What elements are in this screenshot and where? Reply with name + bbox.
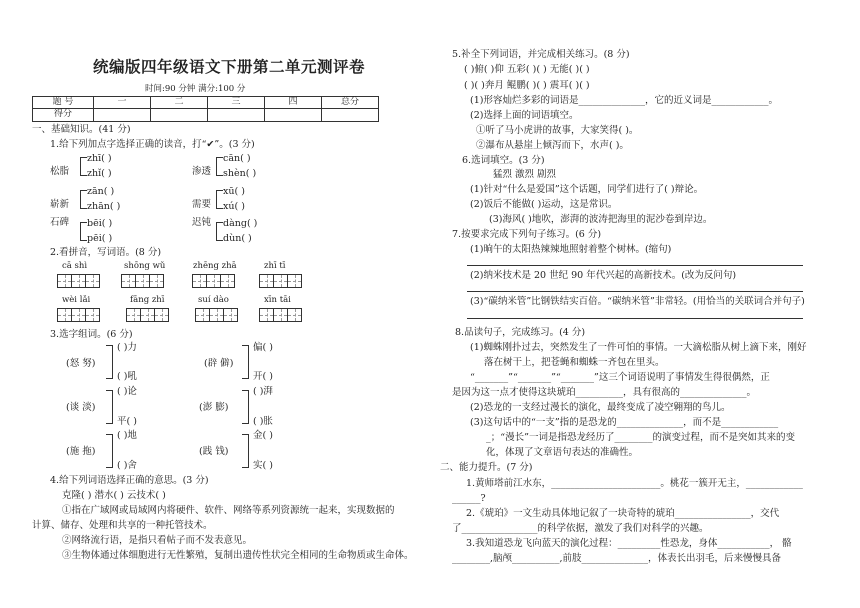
word-blank[interactable]: ( )力 [117, 342, 137, 353]
brace [80, 190, 87, 209]
question-3: 3.选字组词。(6 分) [50, 329, 133, 340]
brace [242, 434, 249, 468]
writing-grid[interactable] [192, 274, 234, 288]
q4-words[interactable]: 克隆( ) 潜水( ) 云技术( ) [62, 490, 166, 501]
pinyin-option[interactable]: bēi( ) [87, 218, 113, 229]
writing-grid[interactable] [126, 308, 168, 322]
question-1: 1.给下列加点字选择正确的读音，打“✔”。(3 分) [50, 139, 255, 150]
question-5: 5.补全下列词语，并完成相关练习。(8 分) [452, 49, 630, 60]
writing-grid[interactable] [57, 274, 99, 288]
q5-b1[interactable]: ①听了马小虎讲的故事，大家笑得( )。 [476, 125, 639, 136]
p1a[interactable]: 1.黄师塔前江水东，_______________________。桃花一簇开无主，____________ [466, 478, 803, 489]
q5-b2[interactable]: ②瀑布从悬崖上倾泻而下，水声( )。 [476, 140, 629, 151]
brace [106, 345, 113, 379]
q4-option-1-cont: 计算、储存、处理和共享的一种托管技术。 [32, 520, 213, 531]
q8-1c[interactable]: “_______”“_______”“_______”这三个词语说明了事情发生得很偶然，正 [470, 372, 770, 383]
brace [80, 157, 87, 176]
page-title: 统编版四年级语文下册第二单元测评卷 [93, 57, 366, 76]
pinyin-option[interactable]: dùn( ) [223, 233, 252, 244]
q6-1[interactable]: (1)针对“什么是爱国”这个话题，同学们进行了( )辩论。 [470, 184, 704, 195]
pinyin-option[interactable]: pēi( ) [87, 233, 113, 244]
brace [242, 390, 249, 424]
word-blank[interactable]: ( )胀 [253, 416, 273, 427]
question-8: 8.品读句子，完成练习。(4 分) [455, 327, 586, 338]
question-4: 4.给下列词语选择正确的意思。(3 分) [50, 475, 209, 486]
p3a[interactable]: 3.我知道恐龙飞向蓝天的演化过程：_________性恐龙，身体___________， 骼 [466, 538, 792, 549]
brace [80, 222, 87, 241]
score-header-4: 四 [265, 97, 322, 109]
q6-words: 猛烈 激烈 剧烈 [493, 169, 557, 180]
score-header-label: 题 号 [33, 97, 94, 109]
section-1-heading: 一、基础知识。(41 分) [32, 124, 131, 135]
p1b[interactable]: ______? [452, 493, 486, 504]
pinyin-option[interactable]: shèn( ) [223, 168, 257, 179]
char-pair: (施 拖) [66, 446, 96, 457]
p3b[interactable]: ________,脑颅__________,前肢______________，体表长出羽毛，后来慢慢具备 [452, 553, 782, 564]
word-blank[interactable]: ( )论 [117, 386, 137, 397]
score-header-total: 总分 [322, 97, 379, 109]
writing-grid[interactable] [195, 308, 237, 322]
answer-line[interactable] [467, 318, 803, 319]
word-blank[interactable]: ( )舍 [117, 460, 137, 471]
pinyin-label: shōng wǔ [124, 261, 166, 271]
p2a[interactable]: 2.《琥珀》一文生动具体地记叙了一块奇特的琥珀________________，交代 [466, 508, 780, 519]
q8-1a: (1)蜘蛛刚扑过去，突然发生了一件可怕的事情。一大滴松脂从树上滴下来，刚好 [470, 342, 807, 353]
word-songzhi: 松脂 [50, 166, 70, 177]
word-blank[interactable]: 偏( ) [253, 342, 273, 353]
score-header-3: 三 [208, 97, 265, 109]
question-7: 7.按要求完成下列句子练习。(6 分) [452, 229, 602, 240]
writing-grid[interactable] [57, 308, 99, 322]
word-xuyao: 需要 [192, 199, 212, 210]
q8-1b: 落在树干上，把苍蝇和蜘蛛一齐包在里头。 [484, 357, 665, 368]
q4-option-3: ③生物体通过体细胞进行无性繁殖，复制出遗传性状完全相同的生命物质或生命体。 [62, 550, 414, 561]
score-cell[interactable] [322, 109, 379, 121]
word-blank[interactable]: 金( ) [253, 430, 273, 441]
q7-1: (1)晌午的太阳热辣辣地照射着整个树林。(缩句) [470, 244, 672, 255]
q6-3[interactable]: (3)海风( )地吹，澎湃的波涛把海里的泥沙卷到岸边。 [489, 214, 713, 225]
word-blank[interactable]: ( )地 [117, 430, 137, 441]
word-zanxin: 崭新 [50, 199, 70, 210]
pinyin-label: zhēng zhā [193, 261, 237, 271]
pinyin-option[interactable]: xú( ) [223, 201, 245, 212]
brace [242, 345, 249, 379]
pinyin-label: fāng zhī [130, 295, 165, 305]
word-blank[interactable]: ( )湃 [253, 386, 273, 397]
word-blank[interactable]: 开( ) [253, 371, 273, 382]
score-table [32, 96, 379, 122]
pinyin-label: xīn tāi [264, 295, 291, 305]
pinyin-label: zhī tī [264, 261, 286, 271]
score-cell[interactable] [208, 109, 265, 121]
answer-line[interactable] [467, 291, 803, 292]
writing-grid[interactable] [259, 274, 301, 288]
pinyin-option[interactable]: dàng( ) [223, 218, 258, 229]
char-pair: (践 钱) [199, 446, 229, 457]
q8-3b[interactable]: _；“漫长”一词是指恐龙经历了________的演变过程，而不是突如其来的变 [486, 432, 795, 443]
pinyin-option[interactable]: zhī( ) [87, 153, 112, 164]
q4-option-2: ②网络流行语，是指只看帖子而不发表意见。 [62, 535, 253, 546]
pinyin-option[interactable]: zhān( ) [87, 201, 121, 212]
pinyin-label: cā shì [62, 261, 88, 271]
score-cell[interactable] [265, 109, 322, 121]
q7-3: (3)“碳纳米管”比钢铁结实百倍。“碳纳米管”非常轻。(用恰当的关联词合并句子) [470, 296, 805, 307]
q5-b: (2)选择上面的词语填空。 [470, 110, 579, 121]
word-shentou: 渗透 [192, 166, 212, 177]
brace [106, 434, 113, 468]
char-pair: (谈 淡) [66, 402, 96, 413]
exam-time-score: 时间:90 分钟 满分:100 分 [145, 84, 246, 94]
brace [216, 222, 223, 241]
p2b[interactable]: 了________________的科学依据，激发了我们对科学的兴趣。 [452, 523, 709, 534]
brace [216, 190, 223, 209]
word-blank[interactable]: 实( ) [253, 460, 273, 471]
pinyin-option[interactable]: zhǐ( ) [87, 168, 112, 179]
score-cell[interactable] [94, 109, 151, 121]
word-blank[interactable]: ( )吼 [117, 371, 137, 382]
question-6: 6.选词填空。(3 分) [462, 155, 545, 166]
brace [216, 157, 223, 176]
pinyin-label: suí dào [198, 295, 229, 305]
pinyin-option[interactable]: zān( ) [87, 186, 115, 197]
char-pair: (辟 僻) [204, 358, 234, 369]
q7-2: (2)纳米技术是 20 世纪 90 年代兴起的高新技术。(改为反问句) [470, 270, 737, 281]
section-2-heading: 二、能力提升。(7 分) [440, 462, 533, 473]
writing-grid[interactable] [121, 274, 163, 288]
q8-2: (2)恐龙的一支经过漫长的演化，最终变成了凌空翱翔的鸟儿。 [470, 402, 731, 413]
brace [106, 390, 113, 424]
char-pair: (怒 努) [66, 358, 96, 369]
q4-option-1: ①指在广域网或局域网内将硬件、软件、网络等系列资源统一起来，实现数据的 [62, 505, 395, 516]
q5-row-1[interactable]: ( )俯( )仰 五彩( )( ) 无能( )( ) [464, 64, 590, 75]
score-row-label: 得分 [33, 109, 94, 121]
q5-row-2[interactable]: ( )( )奔月 鲲鹏( )( ) 震耳( )( ) [464, 80, 590, 91]
q8-1d[interactable]: 是因为这一点才使得这块琥珀__________，具有很高的______________。 [452, 387, 757, 398]
q5-a[interactable]: (1)形容灿烂多彩的词语是______________，它的近义词是____________。 [470, 95, 778, 106]
pinyin-option[interactable]: cān( ) [223, 153, 251, 164]
word-blank[interactable]: 平( ) [117, 416, 137, 427]
char-pair: (澎 膨) [199, 402, 229, 413]
score-header-2: 二 [151, 97, 208, 109]
q8-3a[interactable]: (3)这句话中的“一支”指的是恐龙的______________，而不是____________ [470, 417, 779, 428]
word-shibei: 石碑 [50, 217, 70, 228]
writing-grid[interactable] [259, 308, 301, 322]
pinyin-option[interactable]: xū( ) [223, 186, 245, 197]
pinyin-label: wèi lǎi [62, 295, 91, 305]
answer-line[interactable] [467, 265, 803, 266]
score-header-1: 一 [94, 97, 151, 109]
word-chidun: 迟钝 [192, 217, 212, 228]
q6-2[interactable]: (2)饭后不能做( )运动，这是常识。 [470, 199, 618, 210]
q8-3c: 化，体现了文章语句表达的准确性。 [486, 447, 639, 458]
score-cell[interactable] [151, 109, 208, 121]
question-2: 2.看拼音，写词语。(8 分) [50, 247, 162, 258]
